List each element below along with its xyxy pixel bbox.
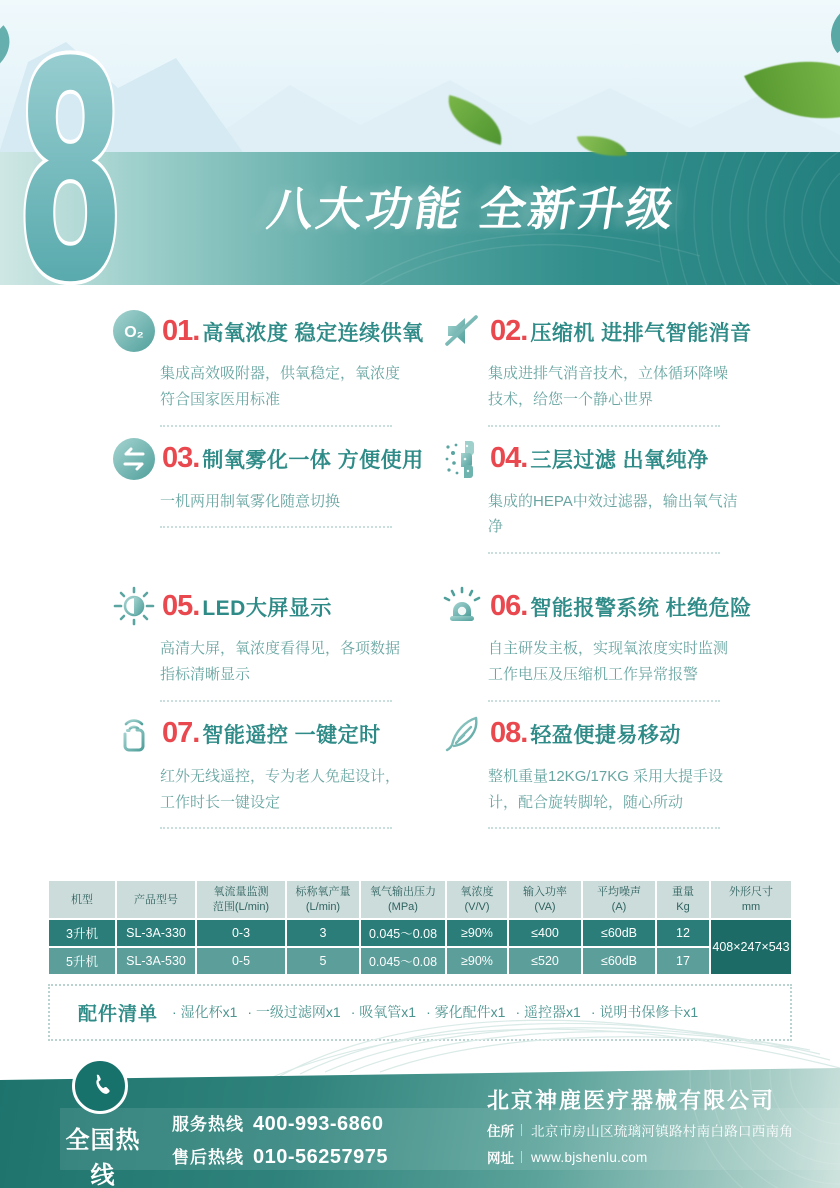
feature-number: 01. — [162, 314, 200, 347]
table-cell: 17 — [656, 947, 710, 975]
dotted-divider — [488, 827, 720, 829]
feature-card-02 — [440, 309, 760, 429]
after-sales-number: 010-56257975 — [253, 1146, 389, 1168]
table-header-cell: 平均噪声 (A) — [582, 880, 656, 919]
dotted-divider — [160, 425, 392, 427]
feature-number: 03. — [162, 442, 200, 475]
divider — [521, 1151, 522, 1163]
table-cell: ≥90% — [446, 947, 508, 975]
filter-particles-icon — [440, 437, 484, 481]
feature-title: 制氧雾化一体 方便使用 — [202, 449, 424, 473]
table-header-cell: 外形尺寸 mm — [710, 880, 792, 919]
dotted-divider — [488, 700, 720, 702]
table-cell: ≥90% — [446, 919, 508, 947]
accessories-label: 配件清单 — [78, 1003, 159, 1025]
table-row — [48, 919, 792, 947]
feature-title: 智能遥控 一键定时 — [202, 724, 381, 748]
dotted-divider — [488, 552, 720, 554]
table-cell: SL-3A-530 — [116, 947, 196, 975]
brightness-display-icon — [112, 584, 156, 628]
table-header-cell: 重量 Kg — [656, 880, 710, 919]
table-cell: 0-3 — [196, 919, 286, 947]
table-cell: 0.045～0.08 — [360, 947, 446, 975]
spec-table — [47, 879, 793, 976]
big-number-text: 8 — [16, 42, 125, 302]
o2-icon — [112, 309, 156, 353]
feather-icon — [440, 712, 484, 756]
alarm-siren-icon — [440, 584, 484, 628]
feature-card-08 — [440, 712, 760, 832]
feature-desc: 一机两用制氧雾化随意切换 — [160, 492, 341, 510]
accessory-item: · 一级过滤网x1 — [247, 1002, 340, 1022]
feature-card-03 — [112, 437, 424, 557]
table-cell: ≤520 — [508, 947, 582, 975]
table-header-cell: 氧流量监测 范围(L/min) — [196, 880, 286, 919]
table-header-row — [48, 880, 792, 919]
dotted-divider — [488, 425, 720, 427]
table-cell: SL-3A-330 — [116, 919, 196, 947]
feature-card-05 — [112, 584, 420, 704]
big-number-8 — [6, 42, 166, 302]
feature-number: 04. — [490, 442, 528, 475]
phone-icon — [72, 1058, 128, 1114]
table-cell: 0-5 — [196, 947, 286, 975]
footer — [0, 1068, 840, 1188]
hotline-title: 全国热线 — [65, 1127, 141, 1188]
feature-card-07 — [112, 712, 420, 832]
service-hotline-number: 400-993-6860 — [253, 1113, 384, 1135]
remote-control-icon — [112, 712, 156, 756]
service-hotline-label: 服务热线 — [172, 1115, 244, 1134]
table-cell: 12 — [656, 919, 710, 947]
feature-number: 02. — [490, 314, 528, 347]
table-cell: 5 — [286, 947, 360, 975]
feature-title: LED大屏显示 — [202, 596, 332, 620]
table-header-cell: 输入功率 (VA) — [508, 880, 582, 919]
dotted-divider — [160, 700, 392, 702]
feature-number: 07. — [162, 717, 200, 750]
feature-title: 轻盈便捷易移动 — [530, 724, 681, 748]
divider — [521, 1124, 522, 1136]
feature-number: 08. — [490, 717, 528, 750]
feature-title: 智能报警系统 杜绝危险 — [530, 596, 752, 620]
table-header-cell: 氧浓度 (V/V) — [446, 880, 508, 919]
table-cell: ≤60dB — [582, 947, 656, 975]
address-label: 住所 — [487, 1124, 514, 1139]
accessory-item: · 湿化杯x1 — [172, 1002, 237, 1022]
table-cell-dimensions: 408×247×543 — [710, 919, 792, 975]
table-cell: ≤60dB — [582, 919, 656, 947]
feature-title: 三层过滤 出氧纯净 — [530, 449, 709, 473]
feature-card-06 — [440, 584, 760, 704]
hero-title: 八大功能 全新升级 — [263, 183, 680, 235]
feature-card-04 — [440, 437, 760, 557]
accessory-item: · 雾化配件x1 — [426, 1002, 505, 1022]
table-header-cell: 机型 — [48, 880, 116, 919]
table-header-cell: 标称氧产量 (L/min) — [286, 880, 360, 919]
after-sales-label: 售后热线 — [172, 1148, 244, 1167]
table-cell: 3 — [286, 919, 360, 947]
dotted-divider — [160, 827, 392, 829]
address-value: 北京市房山区琉璃河镇路村南白路口西南角 — [531, 1124, 794, 1139]
mute-speaker-icon — [440, 309, 484, 353]
table-cell: 5升机 — [48, 947, 116, 975]
feature-desc: 高清大屏，氧浓度看得见，各项数据指标清晰显示 — [160, 640, 401, 683]
accessory-item: · 说明书保修卡x1 — [591, 1002, 698, 1022]
table-row — [48, 947, 792, 975]
wave-decoration — [270, 988, 840, 1080]
website-label: 网址 — [487, 1151, 514, 1166]
feature-title: 高氧浓度 稳定连续供氧 — [202, 321, 424, 345]
feature-desc: 自主研发主板，实现氧浓度实时监测工作电压及压缩机工作异常报警 — [488, 640, 729, 683]
feature-desc: 整机重量12KG/17KG 采用大提手设计，配合旋转脚轮，随心所动 — [488, 767, 724, 811]
o2-icon-label: O₂ — [124, 324, 144, 341]
table-cell: 3升机 — [48, 919, 116, 947]
accessory-item: · 吸氧管x1 — [351, 1002, 416, 1022]
company-name: 北京神鹿医疗器械有限公司 — [487, 1088, 776, 1113]
features-grid — [0, 285, 840, 839]
feature-title: 压缩机 进排气智能消音 — [530, 321, 752, 345]
website-value: www.bjshenlu.com — [531, 1149, 648, 1165]
swap-arrows-icon — [112, 437, 156, 481]
table-header-cell: 产品型号 — [116, 880, 196, 919]
table-cell: ≤400 — [508, 919, 582, 947]
feature-card-01 — [112, 309, 424, 429]
dotted-divider — [160, 526, 392, 528]
contact-info — [487, 1120, 793, 1174]
hero-section — [0, 0, 840, 302]
hotline-numbers — [172, 1110, 388, 1176]
table-header-cell: 氧气输出压力 (MPa) — [360, 880, 446, 919]
feature-desc: 集成进排气消音技术，立体循环降噪技术，给您一个静心世界 — [488, 365, 729, 408]
feature-number: 05. — [162, 589, 200, 622]
table-cell: 0.045～0.08 — [360, 919, 446, 947]
feature-desc: 集成的HEPA中效过滤器，输出氧气洁净 — [488, 492, 738, 536]
feature-number: 06. — [490, 589, 528, 622]
feature-desc: 红外无线遥控，专为老人免起设计，工作时长一键设定 — [160, 767, 401, 811]
feature-desc: 集成高效吸附器，供氧稳定，氧浓度符合国家医用标准 — [160, 365, 401, 408]
accessory-item: · 遥控器x1 — [515, 1002, 580, 1022]
